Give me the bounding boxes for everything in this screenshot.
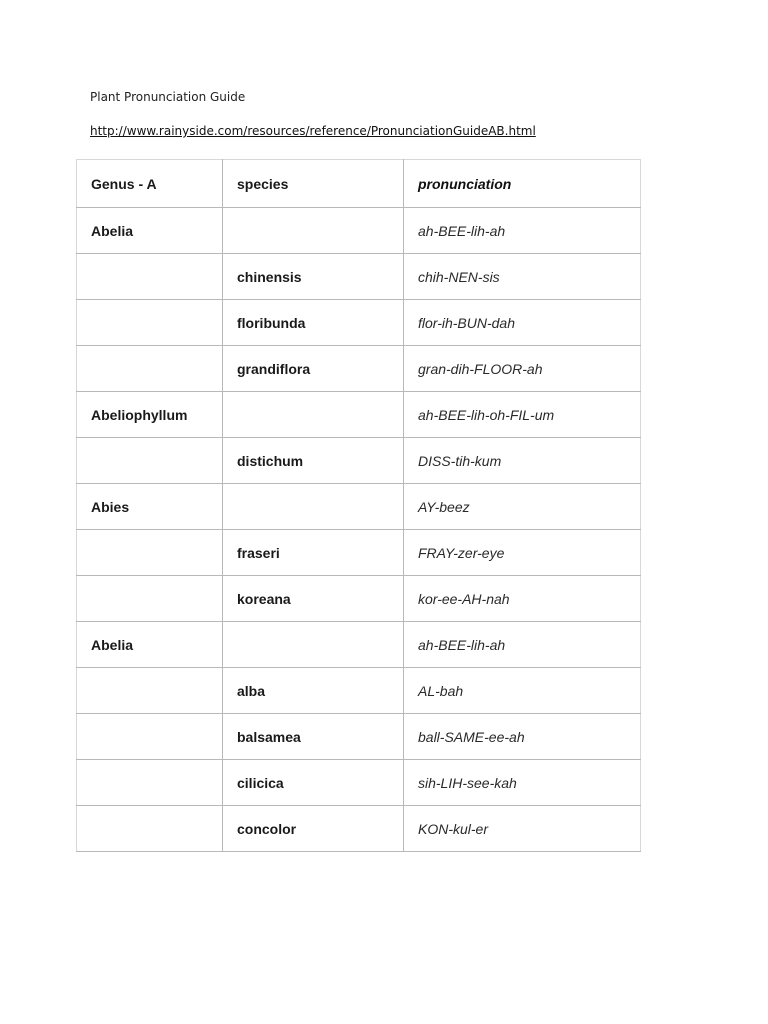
species-cell <box>223 622 404 668</box>
document-title: Plant Pronunciation Guide <box>90 90 246 104</box>
pronunciation-table <box>76 159 641 852</box>
table-row <box>77 346 641 392</box>
table-header-row <box>77 160 641 208</box>
table-row <box>77 622 641 668</box>
genus-cell <box>77 530 223 576</box>
pronunciation-cell: ball-SAME-ee-ah <box>404 714 641 760</box>
species-cell: fraseri <box>223 530 404 576</box>
species-cell: koreana <box>223 576 404 622</box>
genus-cell <box>77 668 223 714</box>
species-cell: distichum <box>223 438 404 484</box>
header-pronunciation: pronunciation <box>404 160 641 208</box>
pronunciation-cell: KON-kul-er <box>404 806 641 852</box>
pronunciation-cell: gran-dih-FLOOR-ah <box>404 346 641 392</box>
pronunciation-cell: AY-beez <box>404 484 641 530</box>
pronunciation-cell: chih-NEN-sis <box>404 254 641 300</box>
species-cell <box>223 392 404 438</box>
genus-cell: Abeliophyllum <box>77 392 223 438</box>
pronunciation-cell: kor-ee-AH-nah <box>404 576 641 622</box>
genus-cell <box>77 714 223 760</box>
pronunciation-cell: AL-bah <box>404 668 641 714</box>
genus-cell <box>77 300 223 346</box>
table-row <box>77 300 641 346</box>
genus-cell <box>77 806 223 852</box>
species-cell: balsamea <box>223 714 404 760</box>
genus-cell <box>77 254 223 300</box>
table-row <box>77 438 641 484</box>
genus-cell <box>77 438 223 484</box>
genus-cell <box>77 346 223 392</box>
table-row <box>77 714 641 760</box>
table-row <box>77 576 641 622</box>
table-row <box>77 392 641 438</box>
species-cell: chinensis <box>223 254 404 300</box>
pronunciation-cell: sih-LIH-see-kah <box>404 760 641 806</box>
reference-link[interactable]: http://www.rainyside.com/resources/reference/PronunciationGuideAB.html <box>90 124 536 138</box>
species-cell <box>223 208 404 254</box>
species-cell: concolor <box>223 806 404 852</box>
table-row <box>77 760 641 806</box>
header-genus: Genus - A <box>77 160 223 208</box>
species-cell <box>223 484 404 530</box>
species-cell: grandiflora <box>223 346 404 392</box>
species-cell: alba <box>223 668 404 714</box>
table-row <box>77 806 641 852</box>
genus-cell <box>77 576 223 622</box>
genus-cell <box>77 760 223 806</box>
genus-cell: Abelia <box>77 622 223 668</box>
pronunciation-cell: ah-BEE-lih-ah <box>404 208 641 254</box>
species-cell: cilicica <box>223 760 404 806</box>
pronunciation-cell: FRAY-zer-eye <box>404 530 641 576</box>
table-row <box>77 208 641 254</box>
species-cell: floribunda <box>223 300 404 346</box>
pronunciation-cell: DISS-tih-kum <box>404 438 641 484</box>
pronunciation-cell: ah-BEE-lih-oh-FIL-um <box>404 392 641 438</box>
pronunciation-cell: ah-BEE-lih-ah <box>404 622 641 668</box>
table-row <box>77 530 641 576</box>
genus-cell: Abies <box>77 484 223 530</box>
genus-cell: Abelia <box>77 208 223 254</box>
table-row <box>77 254 641 300</box>
pronunciation-cell: flor-ih-BUN-dah <box>404 300 641 346</box>
header-species: species <box>223 160 404 208</box>
table-row <box>77 668 641 714</box>
table-row <box>77 484 641 530</box>
